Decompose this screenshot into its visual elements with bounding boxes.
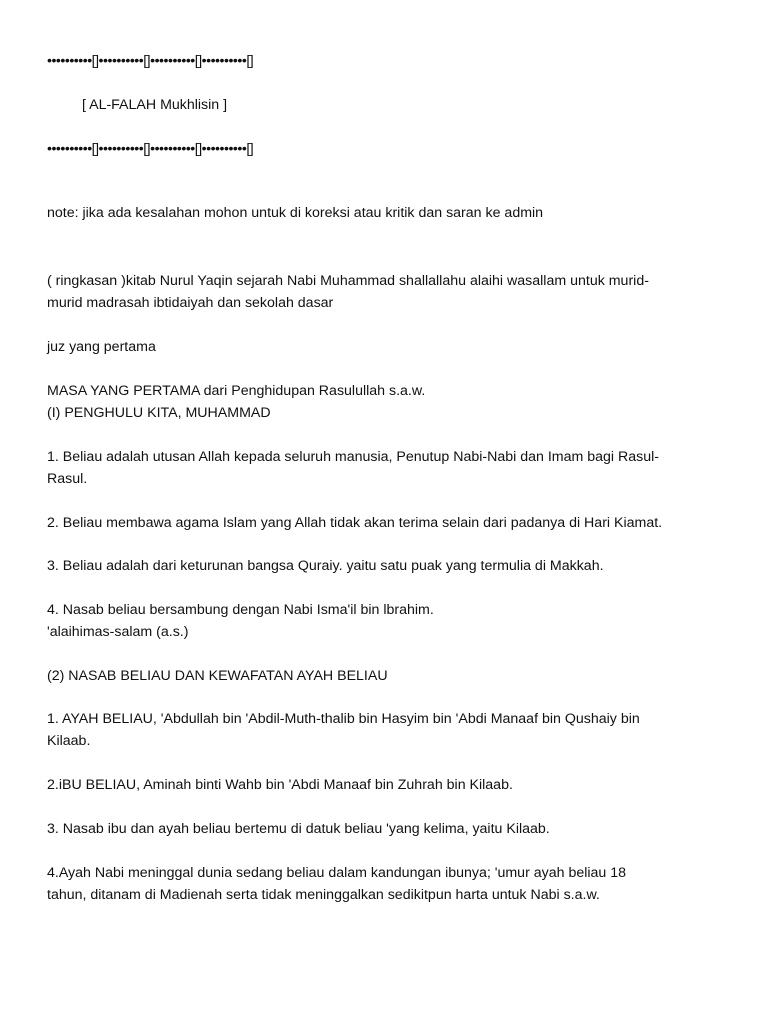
section2-item1-line2: Kilaab. — [47, 733, 91, 749]
section1-subheading: (I) PENGHULU KITA, MUHAMMAD — [47, 405, 271, 421]
page-title: [ AL-FALAH Mukhlisin ] — [82, 97, 228, 113]
section1-heading: MASA YANG PERTAMA dari Penghidupan Rasulullah s.a.w. — [47, 383, 426, 399]
section1-item3: 3. Beliau adalah dari keturunan bangsa Quraiy. yaitu satu puak yang termulia di Makkah. — [47, 558, 604, 574]
section2-item3: 3. Nasab ibu dan ayah beliau bertemu di datuk beliau 'yang kelima, yaitu Kilaab. — [47, 821, 550, 837]
section2-item1-line1: 1. AYAH BELIAU, 'Abdullah bin 'Abdil-Muth-thalib bin Hasyim bin 'Abdi Manaaf bin Qushaiy bin — [47, 711, 640, 727]
section1-item4-line2: 'alaihimas-salam (a.s.) — [47, 624, 189, 640]
section1-item1-line2: Rasul. — [47, 471, 88, 487]
section1-item2: 2. Beliau membawa agama Islam yang Allah tidak akan terima selain dari padanya di Hari Kiamat. — [47, 515, 663, 531]
section1-item1-line1: 1. Beliau adalah utusan Allah kepada seluruh manusia, Penutup Nabi-Nabi dan Imam bagi Rasul- — [47, 449, 660, 465]
juz-label: juz yang pertama — [47, 339, 156, 355]
section2-item2: 2.iBU BELIAU, Aminah binti Wahb bin 'Abdi Manaaf bin Zuhrah bin Kilaab. — [47, 777, 513, 793]
divider-bottom: ••••••••••[]••••••••••[]••••••••••[]••••••••••[] — [47, 141, 254, 157]
section2-item4-line2: tahun, ditanam di Madienah serta tidak meninggalkan sedikitpun harta untuk Nabi s.a.w. — [47, 887, 600, 903]
section2-item4-line1: 4.Ayah Nabi meninggal dunia sedang beliau dalam kandungan ibunya; 'umur ayah beliau 18 — [47, 865, 627, 881]
divider-top: ••••••••••[]••••••••••[]••••••••••[]••••••••••[] — [47, 53, 254, 69]
section2-heading: (2) NASAB BELIAU DAN KEWAFATAN AYAH BELIAU — [47, 668, 388, 684]
intro-line-1: ( ringkasan )kitab Nurul Yaqin sejarah Nabi Muhammad shallallahu alaihi wasallam untuk murid- — [47, 273, 649, 289]
intro-line-2: murid madrasah ibtidaiyah dan sekolah dasar — [47, 295, 334, 311]
note-text: note: jika ada kesalahan mohon untuk di koreksi atau kritik dan saran ke admin — [47, 205, 544, 221]
section1-item4-line1: 4. Nasab beliau bersambung dengan Nabi Isma'il bin lbrahim. — [47, 602, 434, 618]
